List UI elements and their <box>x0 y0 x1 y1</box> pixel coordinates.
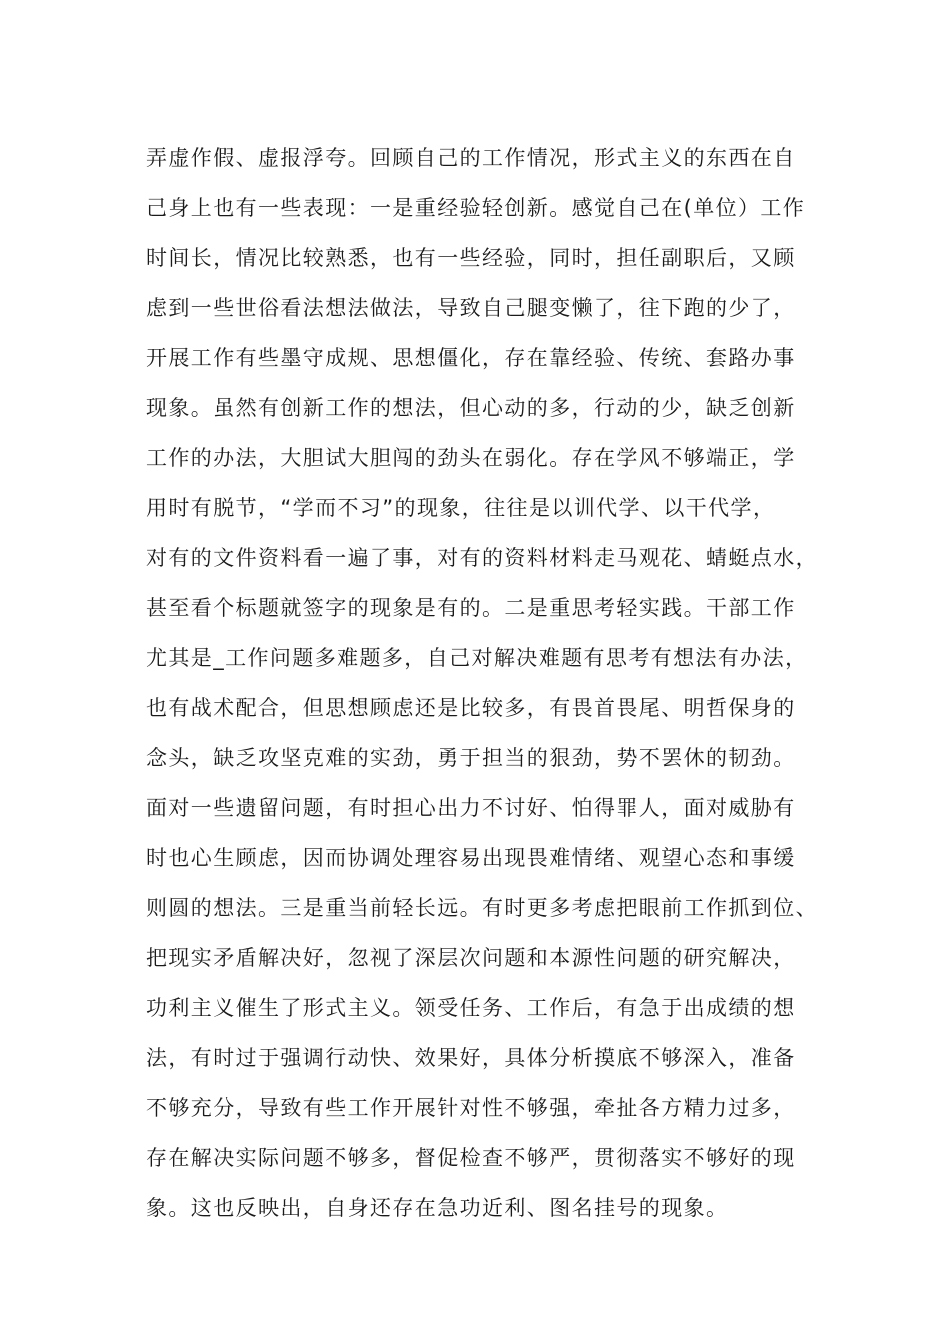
text-line: 开展工作有些墨守成规、思想僵化，存在靠经验、传统、套路办事 <box>146 346 796 370</box>
text-line: 弄虚作假、虚报浮夸。回顾自己的工作情况，形式主义的东西在自 <box>146 146 796 170</box>
text-line: 现象。虽然有创新工作的想法，但心动的多，行动的少，缺乏创新 <box>146 396 796 420</box>
text-line: 虑到一些世俗看法想法做法，导致自己腿变懒了，往下跑的少了， <box>146 296 796 320</box>
text-line: 尤其是_工作问题多难题多，自己对解决难题有思考有想法有办法， <box>146 646 808 670</box>
text-line: 法，有时过于强调行动快、效果好，具体分析摸底不够深入，准备 <box>146 1046 796 1070</box>
text-line: 功利主义催生了形式主义。领受任务、工作后，有急于出成绩的想 <box>146 996 796 1020</box>
text-line: 面对一些遗留问题，有时担心出力不讨好、怕得罪人，面对威胁有 <box>146 796 796 820</box>
text-line: 不够充分，导致有些工作开展针对性不够强，牵扯各方精力过多， <box>146 1096 796 1120</box>
text-line: 念头，缺乏攻坚克难的实劲，勇于担当的狠劲，势不罢休的韧劲。 <box>146 746 796 770</box>
text-line: 把现实矛盾解决好，忽视了深层次问题和本源性问题的研究解决， <box>146 946 796 970</box>
text-line: 时也心生顾虑，因而协调处理容易出现畏难情绪、观望心态和事缓 <box>146 846 796 870</box>
body-paragraph <box>146 133 836 1233</box>
text-line: 时间长，情况比较熟悉，也有一些经验，同时，担任副职后，又顾 <box>146 246 796 270</box>
text-line: 则圆的想法。三是重当前轻长远。有时更多考虑把眼前工作抓到位、 <box>146 896 818 920</box>
text-line: 对有的文件资料看一遍了事，对有的资料材料走马观花、蜻蜓点水， <box>146 546 818 570</box>
text-line: 甚至看个标题就签字的现象是有的。二是重思考轻实践。干部工作 <box>146 596 796 620</box>
text-line: 存在解决实际问题不够多，督促检查不够严，贯彻落实不够好的现 <box>146 1146 796 1170</box>
text-line: 己身上也有一些表现：一是重经验轻创新。感觉自己在(单位）工作 <box>146 196 806 220</box>
text-line: 也有战术配合，但思想顾虑还是比较多，有畏首畏尾、明哲保身的 <box>146 696 796 720</box>
text-line: 用时有脱节，“学而不习”的现象，往往是以训代学、以干代学， <box>146 496 776 520</box>
text-line: 象。这也反映出，自身还存在急功近利、图名挂号的现象。 <box>146 1196 729 1220</box>
text-line: 工作的办法，大胆试大胆闯的劲头在弱化。存在学风不够端正，学 <box>146 446 796 470</box>
